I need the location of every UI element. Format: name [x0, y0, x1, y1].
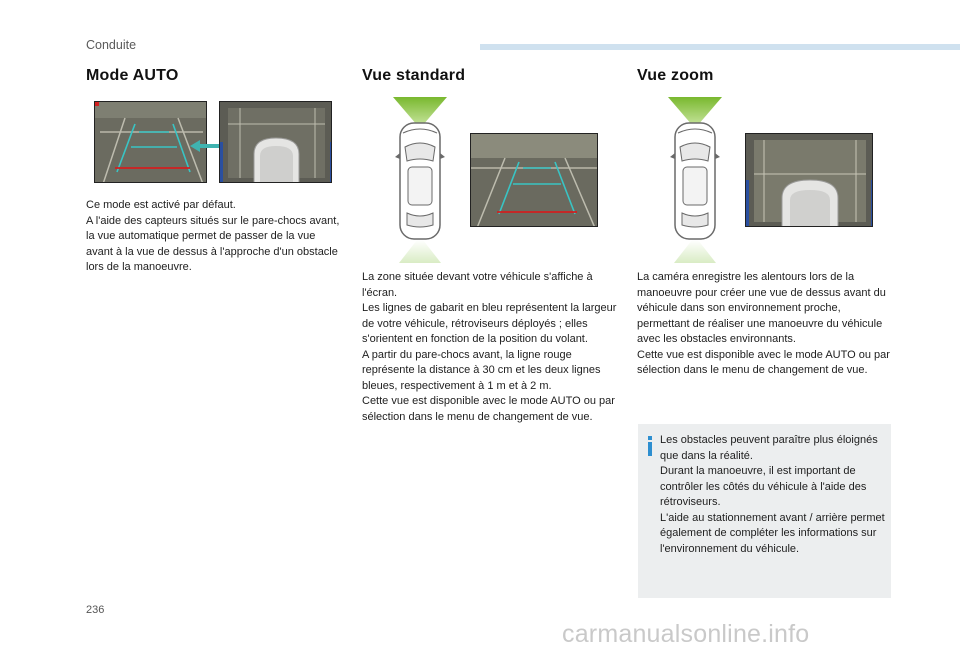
top-camera-image	[219, 101, 332, 183]
header-bar	[480, 44, 960, 50]
car-top-view-with-front-cone-standard	[385, 95, 455, 265]
info-box	[638, 424, 891, 598]
standard-camera-image	[470, 133, 598, 227]
info-text: Les obstacles peuvent paraître plus éloignés que dans la réalité. Durant la manoeuvre, il est important de contrôler les côtés du véhicule à l'aide des rétroviseurs. L'aide au stationnement avant / arrière permet également de compléter les informations sur l'environnement du véhicule.	[660, 434, 885, 555]
standard-description: La zone située devant votre véhicule s'affiche à l'écran. Les lignes de gabarit en bleu représentent la largeur de votre véhicule, rétroviseurs déployés ; elles s'orientent en fonction de la position du volant. A partir du pare-chocs avant, la ligne rouge représente la distance à 30 cm et les deux lignes bleues, respectivement à 1 m et à 2 m. Cette vue est disponible avec le mode AUTO ou par sélection dans le menu de changement de vue.	[362, 271, 617, 423]
zoom-description: La caméra enregistre les alentours lors de la manoeuvre pour créer une vue de dessus avant du véhicule dans son environnement proche, permettant de réaliser une manoeuvre du véhicule avec les obstacles environnants. Cette vue est disponible avec le mode AUTO ou par sélection dans le menu de changement de vue.	[637, 271, 890, 376]
page-number: 236	[86, 604, 105, 616]
zoom-camera-image	[745, 133, 873, 227]
car-top-view-with-front-cone-zoom	[660, 95, 730, 265]
section-label: Conduite	[86, 38, 137, 52]
standard-title: Vue standard	[362, 67, 466, 84]
watermark: carmanualsonline.info	[562, 620, 810, 648]
zoom-title: Vue zoom	[637, 67, 714, 84]
info-icon	[648, 436, 652, 454]
auto-description: Ce mode est activé par défaut. A l'aide des capteurs situés sur le pare-chocs avant, la vue automatique permet de passer de la vue avant à la vue de dessus à l'approche d'un obstacle lors de la manoeuvre.	[86, 199, 340, 273]
auto-title: Mode AUTO	[86, 67, 179, 84]
